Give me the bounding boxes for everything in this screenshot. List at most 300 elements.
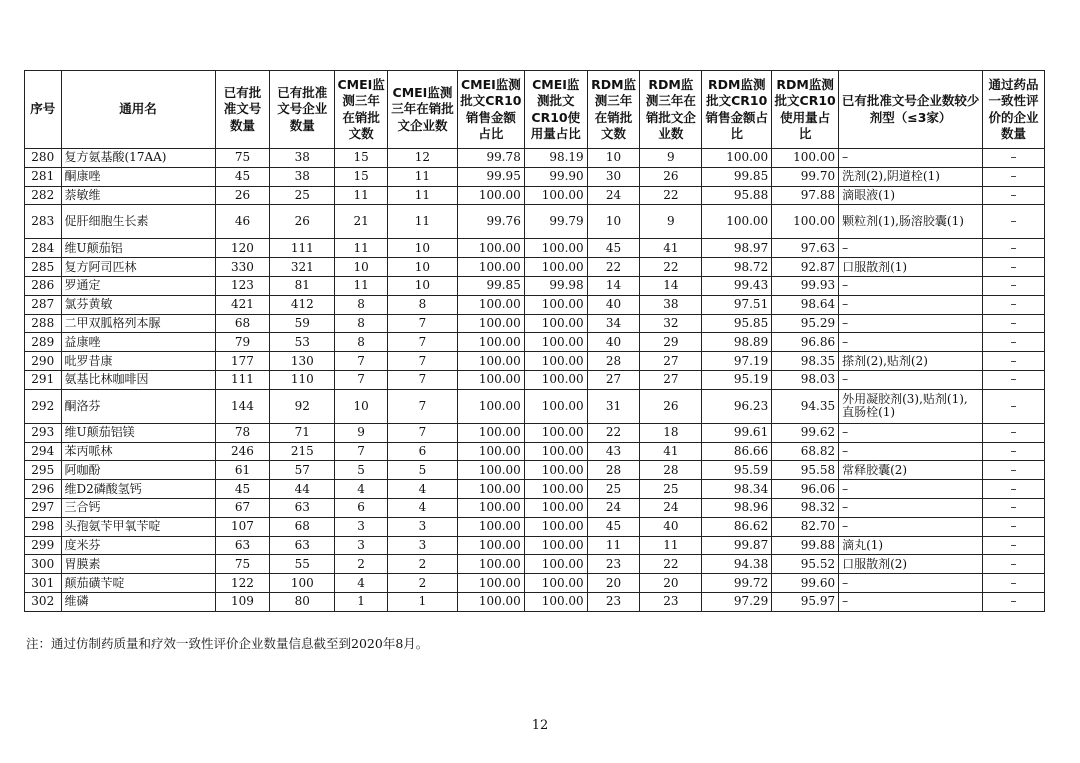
row-number-cell: 295: [25, 461, 62, 480]
table-cell: –: [839, 333, 983, 352]
drug-name-cell: 酮洛芬: [61, 389, 215, 423]
table-cell: 95.58: [772, 461, 839, 480]
drug-name-cell: 维U颠茄铝镁: [61, 423, 215, 442]
table-cell: 10: [587, 149, 640, 168]
table-cell: 30: [587, 167, 640, 186]
table-row: [25, 498, 1045, 517]
table-cell: 100.00: [457, 370, 524, 389]
table-cell: 2: [387, 555, 457, 574]
table-cell: 67: [215, 498, 270, 517]
table-cell: 100.00: [457, 389, 524, 423]
table-cell: 100.00: [457, 239, 524, 258]
table-cell: 96.23: [702, 389, 772, 423]
table-cell: 246: [215, 442, 270, 461]
table-cell: 215: [270, 442, 335, 461]
table-cell: 40: [640, 517, 702, 536]
table-cell: 86.62: [702, 517, 772, 536]
table-cell: 14: [640, 276, 702, 295]
table-cell: 100.00: [524, 370, 587, 389]
table-cell: 100.00: [524, 498, 587, 517]
table-cell: 45: [215, 480, 270, 499]
table-cell: 123: [215, 276, 270, 295]
page-number: 12: [531, 718, 549, 733]
table-row: [25, 258, 1045, 277]
table-cell: 100.00: [524, 258, 587, 277]
table-row: [25, 205, 1045, 239]
table-cell: 100.00: [524, 352, 587, 371]
table-cell: 68: [215, 314, 270, 333]
table-cell: 68.82: [772, 442, 839, 461]
table-cell: 40: [587, 295, 640, 314]
table-cell: –: [983, 480, 1045, 499]
table-cell: 97.29: [702, 592, 772, 611]
table-cell: 97.63: [772, 239, 839, 258]
table-cell: 92.87: [772, 258, 839, 277]
table-cell: –: [839, 314, 983, 333]
table-cell: 3: [387, 517, 457, 536]
table-cell: 100.00: [772, 149, 839, 168]
header-cell: 序号: [25, 71, 62, 149]
header-cell: 已有批准文号数量: [215, 71, 270, 149]
table-cell: 8: [335, 314, 388, 333]
table-cell: 100.00: [524, 574, 587, 593]
table-cell: 7: [335, 442, 388, 461]
table-cell: 7: [387, 352, 457, 371]
table-cell: 8: [335, 295, 388, 314]
header-cell: CMEI监测批文CR10销售金额占比: [457, 71, 524, 149]
row-number-cell: 299: [25, 536, 62, 555]
table-cell: 57: [270, 461, 335, 480]
table-cell: –: [983, 167, 1045, 186]
drug-name-cell: 酮康唑: [61, 167, 215, 186]
table-cell: –: [983, 498, 1045, 517]
drug-name-cell: 益康唑: [61, 333, 215, 352]
table-cell: 109: [215, 592, 270, 611]
drug-name-cell: 复方氨基酸(17AA): [61, 149, 215, 168]
table-cell: 3: [335, 536, 388, 555]
table-cell: 18: [640, 423, 702, 442]
table-cell: 97.19: [702, 352, 772, 371]
table-cell: 7: [335, 370, 388, 389]
table-cell: 95.97: [772, 592, 839, 611]
table-cell: 4: [387, 480, 457, 499]
table-cell: 80: [270, 592, 335, 611]
table-cell: 100.00: [457, 258, 524, 277]
table-cell: 96.06: [772, 480, 839, 499]
table-cell: 95.52: [772, 555, 839, 574]
table-cell: 24: [587, 498, 640, 517]
table-cell: –: [839, 239, 983, 258]
table-cell: 洗剂(2),阴道栓(1): [839, 167, 983, 186]
table-cell: 100.00: [457, 442, 524, 461]
table-cell: 26: [640, 167, 702, 186]
table-cell: 10: [335, 389, 388, 423]
table-cell: 43: [587, 442, 640, 461]
table-row: [25, 239, 1045, 258]
row-number-cell: 301: [25, 574, 62, 593]
table-cell: 9: [640, 205, 702, 239]
table-row: [25, 423, 1045, 442]
table-row: [25, 314, 1045, 333]
table-cell: 3: [387, 536, 457, 555]
table-cell: 71: [270, 423, 335, 442]
table-cell: 98.97: [702, 239, 772, 258]
table-cell: 55: [270, 555, 335, 574]
table-cell: –: [983, 574, 1045, 593]
table-cell: –: [839, 295, 983, 314]
table-cell: 92: [270, 389, 335, 423]
table-cell: 29: [640, 333, 702, 352]
table-cell: 100.00: [457, 555, 524, 574]
table-cell: 99.88: [772, 536, 839, 555]
table-cell: 100.00: [524, 295, 587, 314]
table-cell: 41: [640, 239, 702, 258]
table-cell: 28: [587, 461, 640, 480]
table-cell: 100.00: [524, 480, 587, 499]
table-cell: 28: [587, 352, 640, 371]
table-cell: –: [983, 423, 1045, 442]
table-cell: 98.96: [702, 498, 772, 517]
table-cell: 7: [387, 333, 457, 352]
table-cell: 96.86: [772, 333, 839, 352]
table-cell: 9: [640, 149, 702, 168]
table-cell: 99.98: [524, 276, 587, 295]
header-cell: CMEI监测三年在销批文数: [335, 71, 388, 149]
table-cell: 63: [270, 536, 335, 555]
table-cell: 15: [335, 167, 388, 186]
table-cell: –: [839, 149, 983, 168]
header-cell: 通过药品一致性评价的企业数量: [983, 71, 1045, 149]
table-cell: 5: [387, 461, 457, 480]
table-cell: 100.00: [702, 205, 772, 239]
table-row: [25, 555, 1045, 574]
drug-name-cell: 苯丙哌林: [61, 442, 215, 461]
table-cell: 98.89: [702, 333, 772, 352]
table-cell: 3: [335, 517, 388, 536]
table-cell: 7: [387, 423, 457, 442]
table-cell: 4: [387, 498, 457, 517]
table-cell: 100.00: [457, 498, 524, 517]
table-row: [25, 333, 1045, 352]
table-cell: 98.72: [702, 258, 772, 277]
row-number-cell: 297: [25, 498, 62, 517]
table-cell: 100.00: [524, 239, 587, 258]
table-cell: 99.95: [457, 167, 524, 186]
table-cell: –: [983, 461, 1045, 480]
table-row: [25, 480, 1045, 499]
table-cell: 搽剂(2),贴剂(2): [839, 352, 983, 371]
table-cell: 98.35: [772, 352, 839, 371]
table-cell: 10: [587, 205, 640, 239]
table-cell: 99.85: [702, 167, 772, 186]
header-row: [25, 71, 1045, 149]
table-cell: 98.03: [772, 370, 839, 389]
table-cell: 97.51: [702, 295, 772, 314]
table-cell: –: [983, 149, 1045, 168]
table-cell: 20: [587, 574, 640, 593]
table-cell: 110: [270, 370, 335, 389]
table-cell: 100.00: [772, 205, 839, 239]
table-cell: 53: [270, 333, 335, 352]
table-cell: 75: [215, 555, 270, 574]
table-cell: 38: [270, 149, 335, 168]
header-cell: RDM监测三年在销批文企业数: [640, 71, 702, 149]
table-cell: 21: [335, 205, 388, 239]
table-row: [25, 517, 1045, 536]
table-cell: 100.00: [524, 333, 587, 352]
table-cell: 滴丸(1): [839, 536, 983, 555]
drug-name-cell: 胃膜素: [61, 555, 215, 574]
table-cell: 99.60: [772, 574, 839, 593]
table-cell: 8: [387, 295, 457, 314]
table-cell: 6: [387, 442, 457, 461]
drug-name-cell: 头孢氨苄甲氧苄啶: [61, 517, 215, 536]
table-cell: 9: [335, 423, 388, 442]
table-cell: 99.72: [702, 574, 772, 593]
drug-name-cell: 萘敏维: [61, 186, 215, 205]
table-cell: –: [839, 574, 983, 593]
table-cell: 颗粒剂(1),肠溶胶囊(1): [839, 205, 983, 239]
table-cell: 26: [640, 389, 702, 423]
table-cell: 99.70: [772, 167, 839, 186]
table-cell: 2: [387, 574, 457, 593]
table-cell: 口服散剂(1): [839, 258, 983, 277]
table-cell: 27: [640, 370, 702, 389]
table-cell: 22: [640, 258, 702, 277]
table-cell: 100.00: [524, 186, 587, 205]
row-number-cell: 294: [25, 442, 62, 461]
table-row: [25, 149, 1045, 168]
table-cell: 100.00: [524, 555, 587, 574]
table-cell: 421: [215, 295, 270, 314]
table-body: [25, 149, 1045, 612]
table-cell: –: [983, 536, 1045, 555]
table-cell: 61: [215, 461, 270, 480]
drug-name-cell: 二甲双胍格列本脲: [61, 314, 215, 333]
table-cell: 100.00: [524, 517, 587, 536]
table-cell: 100.00: [524, 389, 587, 423]
table-cell: 7: [335, 352, 388, 371]
table-cell: 11: [335, 186, 388, 205]
table-cell: 外用凝胶剂(3),贴剂(1),直肠栓(1): [839, 389, 983, 423]
row-number-cell: 287: [25, 295, 62, 314]
table-cell: 10: [387, 258, 457, 277]
row-number-cell: 288: [25, 314, 62, 333]
table-cell: 100.00: [457, 536, 524, 555]
drug-name-cell: 氨基比林咖啡因: [61, 370, 215, 389]
table-cell: 100.00: [457, 295, 524, 314]
table-cell: 滴眼液(1): [839, 186, 983, 205]
table-cell: –: [983, 517, 1045, 536]
table-cell: 10: [387, 239, 457, 258]
table-cell: 10: [335, 258, 388, 277]
table-cell: 25: [587, 480, 640, 499]
table-cell: 26: [270, 205, 335, 239]
table-cell: 100.00: [457, 461, 524, 480]
table-cell: 100.00: [457, 333, 524, 352]
table-cell: 97.88: [772, 186, 839, 205]
table-cell: 4: [335, 480, 388, 499]
table-cell: 79: [215, 333, 270, 352]
table-cell: 41: [640, 442, 702, 461]
table-row: [25, 352, 1045, 371]
table-cell: 120: [215, 239, 270, 258]
table-cell: 100.00: [457, 480, 524, 499]
table-cell: 8: [335, 333, 388, 352]
table-cell: 25: [640, 480, 702, 499]
table-row: [25, 186, 1045, 205]
table-cell: 45: [587, 517, 640, 536]
table-cell: 10: [387, 276, 457, 295]
row-number-cell: 298: [25, 517, 62, 536]
table-cell: 6: [335, 498, 388, 517]
table-cell: 111: [215, 370, 270, 389]
table-cell: –: [839, 517, 983, 536]
table-cell: 4: [335, 574, 388, 593]
table-cell: 86.66: [702, 442, 772, 461]
table-cell: 100: [270, 574, 335, 593]
table-cell: 99.78: [457, 149, 524, 168]
table-cell: 14: [587, 276, 640, 295]
table-cell: 100.00: [457, 517, 524, 536]
table-cell: –: [839, 423, 983, 442]
table-cell: 100.00: [524, 461, 587, 480]
table-cell: –: [839, 276, 983, 295]
table-cell: –: [983, 370, 1045, 389]
header-cell: RDM监测批文CR10使用量占比: [772, 71, 839, 149]
table-cell: 94.35: [772, 389, 839, 423]
table-cell: 28: [640, 461, 702, 480]
table-cell: 23: [640, 592, 702, 611]
table-cell: 82.70: [772, 517, 839, 536]
table-cell: 75: [215, 149, 270, 168]
table-cell: 100.00: [457, 186, 524, 205]
table-row: [25, 389, 1045, 423]
table-cell: 11: [387, 205, 457, 239]
table-cell: 177: [215, 352, 270, 371]
row-number-cell: 282: [25, 186, 62, 205]
table-cell: 12: [387, 149, 457, 168]
row-number-cell: 281: [25, 167, 62, 186]
table-cell: 27: [587, 370, 640, 389]
header-cell: 已有批准文号企业数量: [270, 71, 335, 149]
header-cell: 通用名: [61, 71, 215, 149]
table-cell: 7: [387, 389, 457, 423]
table-cell: 32: [640, 314, 702, 333]
table-cell: 94.38: [702, 555, 772, 574]
header-cell: CMEI监测三年在销批文企业数: [387, 71, 457, 149]
row-number-cell: 280: [25, 149, 62, 168]
table-cell: 24: [640, 498, 702, 517]
table-cell: 130: [270, 352, 335, 371]
table-cell: 11: [335, 239, 388, 258]
table-cell: 78: [215, 423, 270, 442]
table-cell: 95.85: [702, 314, 772, 333]
table-cell: –: [839, 442, 983, 461]
row-number-cell: 296: [25, 480, 62, 499]
table-cell: 99.43: [702, 276, 772, 295]
table-cell: 99.85: [457, 276, 524, 295]
row-number-cell: 291: [25, 370, 62, 389]
row-number-cell: 300: [25, 555, 62, 574]
table-cell: 99.62: [772, 423, 839, 442]
drug-name-cell: 阿咖酚: [61, 461, 215, 480]
table-row: [25, 461, 1045, 480]
table-cell: 22: [587, 423, 640, 442]
table-cell: 100.00: [457, 352, 524, 371]
table-cell: 24: [587, 186, 640, 205]
table-cell: 99.76: [457, 205, 524, 239]
row-number-cell: 284: [25, 239, 62, 258]
table-cell: 100.00: [524, 423, 587, 442]
table-cell: 68: [270, 517, 335, 536]
table-cell: 11: [387, 167, 457, 186]
table-cell: –: [983, 352, 1045, 371]
table-cell: 95.59: [702, 461, 772, 480]
table-cell: 100.00: [524, 442, 587, 461]
table-row: [25, 574, 1045, 593]
table-cell: 412: [270, 295, 335, 314]
table-cell: –: [983, 258, 1045, 277]
table-cell: 99.79: [524, 205, 587, 239]
drug-name-cell: 维D2磷酸氢钙: [61, 480, 215, 499]
table-cell: 99.93: [772, 276, 839, 295]
table-cell: –: [839, 480, 983, 499]
table-cell: 100.00: [457, 592, 524, 611]
table-cell: 40: [587, 333, 640, 352]
table-cell: 11: [387, 186, 457, 205]
table-cell: 25: [270, 186, 335, 205]
table-cell: –: [983, 205, 1045, 239]
table-row: [25, 167, 1045, 186]
table-cell: 23: [587, 555, 640, 574]
table-cell: 44: [270, 480, 335, 499]
table-cell: 46: [215, 205, 270, 239]
table-row: [25, 442, 1045, 461]
table-cell: 口服散剂(2): [839, 555, 983, 574]
table-cell: 38: [270, 167, 335, 186]
table-cell: 99.90: [524, 167, 587, 186]
table-cell: 22: [640, 555, 702, 574]
drug-name-cell: 维U颠茄铝: [61, 239, 215, 258]
table-cell: 34: [587, 314, 640, 333]
table-cell: 81: [270, 276, 335, 295]
header-cell: CMEI监测批文CR10使用量占比: [524, 71, 587, 149]
row-number-cell: 293: [25, 423, 62, 442]
table-cell: 100.00: [524, 536, 587, 555]
table-cell: 63: [215, 536, 270, 555]
table-cell: 98.64: [772, 295, 839, 314]
table-cell: –: [983, 186, 1045, 205]
table-cell: 22: [640, 186, 702, 205]
table-cell: 26: [215, 186, 270, 205]
table-cell: 22: [587, 258, 640, 277]
table-cell: –: [983, 239, 1045, 258]
table-cell: 98.32: [772, 498, 839, 517]
table-cell: –: [983, 276, 1045, 295]
table-row: [25, 592, 1045, 611]
row-number-cell: 289: [25, 333, 62, 352]
row-number-cell: 292: [25, 389, 62, 423]
table-cell: 1: [335, 592, 388, 611]
table-cell: –: [983, 314, 1045, 333]
drug-name-cell: 促肝细胞生长素: [61, 205, 215, 239]
table-cell: –: [983, 555, 1045, 574]
table-cell: 111: [270, 239, 335, 258]
table-cell: 144: [215, 389, 270, 423]
table-cell: –: [983, 442, 1045, 461]
table-cell: –: [983, 389, 1045, 423]
